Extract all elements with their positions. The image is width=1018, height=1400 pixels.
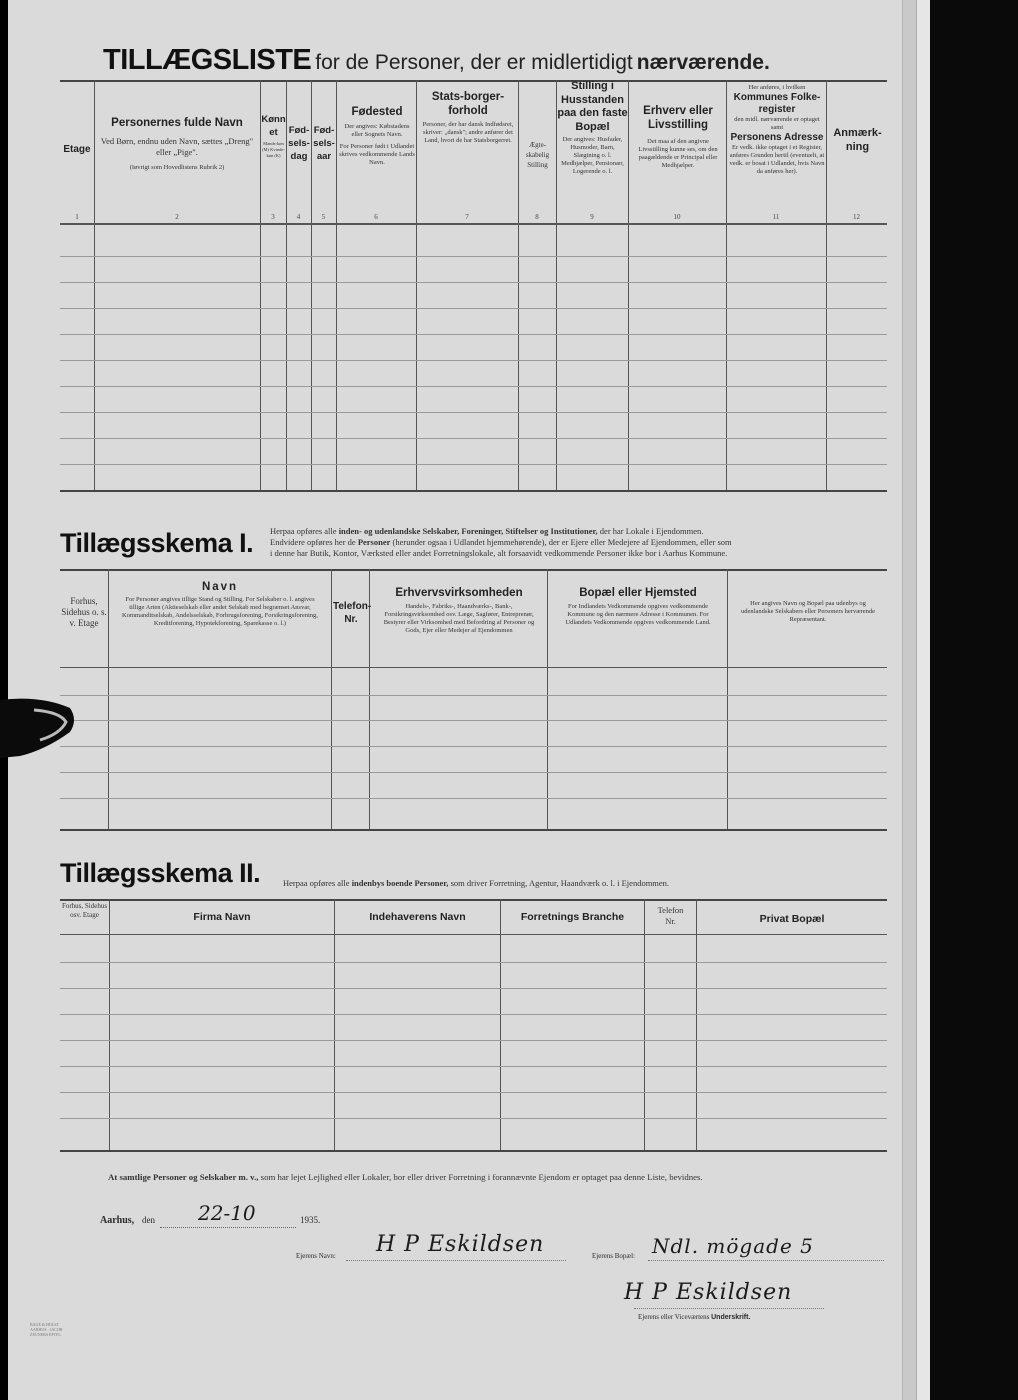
col-etage-header: Etage	[63, 144, 91, 155]
signature-label: Ejerens eller Viceværtens Underskrift.	[638, 1313, 751, 1321]
col-num-4: 4	[296, 213, 301, 221]
skema2-col-indehaver: Indehaverens Navn	[369, 911, 466, 923]
col-num-8: 8	[535, 213, 539, 221]
place-label: Aarhus,	[100, 1215, 135, 1226]
col-num-7: 7	[465, 213, 469, 221]
skema2-bottom-rule	[60, 1150, 887, 1152]
skema2-top-rule	[60, 899, 887, 901]
skema1-header-bottom-rule	[60, 667, 887, 668]
col-fodested-header: Fødested Der angives: Købstadens eller Sognets Navn. For Personer født i Udlandet skrives vedkommende Lands Navn.	[339, 106, 415, 166]
owner-address-line	[592, 1234, 892, 1264]
skema2-title: Tillægsskema II.	[60, 858, 261, 888]
skema1-col-etage: Forhus, Sidehus o. s. v. Etage	[61, 596, 107, 628]
skema1-col-telefon: Telefon-Nr.	[333, 601, 372, 625]
col-adresse-header: Her anføres, i hvilken Kommunes Folke-register den midl. nærværende er optaget samt Personens Adresse Er vedk. ikke optaget i et Register, anføres Grunden hertil (eventuelt, at vedk. er bosat i Udlandet, hvis Navn da anføres her).	[729, 84, 825, 175]
skema1-title: Tillægsskema I.	[60, 528, 254, 558]
col-konnet-header: Kønnet Mands-køn (M) Kvinde-køn (K)	[261, 114, 286, 158]
col-aegteskab-header: Ægte-skabelig Stilling	[525, 141, 550, 169]
main-title-rest: for de Personer, der er midlertidigt	[315, 51, 633, 74]
col-erhverv-header: Erhverv eller Livsstilling Det maa af den angivne Livsstilling kunne ses, om den paagældende er Principal eller Medhjælper.	[638, 105, 718, 169]
skema1-top-rule	[60, 569, 887, 571]
scanner-background	[930, 0, 1018, 1400]
attestation-text: At samtlige Personer og Selskaber m. v., som har lejet Lejlighed eller Lokaler, bor eller driver Forretning i forannævnte Ejendom er optaget paa denne Liste, bevidnes.	[108, 1172, 703, 1182]
skema1-col-navn: Navn For Personer angives tillige Stand og Stilling. For Selskaber o. l. angives tillige Arten (Aktieselskab eller andet Selskab med begrænset Ansvar, Kommanditselskab, Andelsselskab, Forbrugsforening, Forsikringsforening, Kreditforening, Hypotekforening, Sparekasse o. l.)	[122, 581, 318, 627]
skema2-intro: Herpaa opføres alle indenbys boende Personer, som driver Forretning, Agentur, Haandværk o. l. i Ejendommen.	[283, 878, 670, 888]
binder-clip-icon	[0, 690, 78, 760]
skema1-col-bopael: Bopæl eller Hjemsted For Indlandets Vedkommende opgives vedkommende Kommune og den nærmere Adresse i Kommunen. For Udlandets Vedkommende opgives vedkommende Land.	[565, 587, 711, 626]
date-line	[100, 1201, 460, 1231]
main-title-bold: TILLÆGSLISTE	[103, 44, 312, 76]
col-fodselsaar-header: Fød-sels-aar	[313, 125, 335, 162]
main-title	[103, 44, 903, 77]
date-handwritten: 22-10	[198, 1201, 256, 1225]
col-anmaerkning-header: Anmærk-ning	[833, 127, 882, 153]
page-stack-edge-2	[916, 0, 931, 1400]
col-husstand-header: Stilling i Husstanden paa den faste Bopæl Der angives: Husfader, Husmoder, Barn, Slægtning o. l. Medhjælper, Pensionær, Logerende o. l.	[557, 80, 628, 175]
col-num-11: 11	[772, 213, 780, 221]
col-num-1: 1	[75, 213, 79, 221]
col-statsborger-header: Stats-borger-forhold Personer, der har dansk Indfødsret, skriver: „dansk"; andre anfører det Land, hvori de har Statsborgerret.	[422, 91, 514, 144]
col-num-12: 12	[853, 213, 860, 221]
skema1-col-repr: Her angives Navn og Bopæl paa udenbys og udenlandske Selskabers eller Personers herværende Repræsentant.	[741, 600, 875, 623]
skema1-col-erhverv: Erhvervsvirksomheden Handels-, Fabriks-, Haandværks-, Bank-, Forsikringsvirksomhed osv. Læge, Sagfører, Entreprenør, Bestyrer eller Virksomhed med Befordring af Personer og Gods, Ejer eller Medejer af Ejendommen	[383, 587, 535, 634]
main-header-bottom-rule	[60, 223, 887, 225]
signature-block	[608, 1280, 888, 1330]
owner-name-label: Ejerens Navn:	[296, 1252, 336, 1260]
owner-address-handwritten: Ndl. mögade 5	[652, 1234, 814, 1258]
skema2-col-etage: Forhus, Sidehus osv. Etage	[61, 902, 108, 919]
skema2-header-bottom-rule	[60, 934, 887, 935]
col-fodselsdag-header: Fød-sels-dag	[288, 125, 310, 162]
owner-address-label: Ejerens Bopæl:	[592, 1252, 635, 1260]
main-title-end: nærværende.	[636, 51, 770, 74]
main-table-top-rule	[60, 80, 887, 82]
printer-imprint: BAGE & HOLST AARHUS · JACOB ZEUNERS EFTFL.	[30, 1322, 63, 1337]
page-stack-edge	[902, 0, 917, 1400]
main-table-bottom-rule	[60, 490, 887, 492]
col-num-10: 10	[673, 213, 681, 221]
skema1-bottom-rule	[60, 829, 887, 831]
den-label: den	[142, 1215, 155, 1225]
owner-name-line	[296, 1234, 586, 1264]
col-navn-header: Personernes fulde Navn Ved Børn, endnu uden Navn, sættes „Dreng" eller „Pige". (Iøvrigt som Hovedlistens Rubrik 2)	[100, 117, 254, 171]
skema2-col-telefon: Telefon Nr.	[657, 905, 684, 926]
year-label: 1935.	[300, 1215, 321, 1225]
col-num-2: 2	[175, 213, 179, 221]
signature-handwritten: H P Eskildsen	[624, 1280, 793, 1305]
skema2-col-firma: Firma Navn	[193, 911, 251, 923]
owner-name-handwritten: H P Eskildsen	[376, 1232, 545, 1257]
col-num-9: 9	[590, 213, 594, 221]
col-num-3: 3	[271, 213, 275, 221]
col-num-6: 6	[374, 213, 378, 221]
form-sheet	[8, 0, 902, 1400]
col-num-5: 5	[321, 213, 326, 221]
skema2-col-bopael: Privat Bopæl	[759, 913, 825, 925]
skema1-intro: Herpaa opføres alle inden- og udenlandske Selskaber, Foreninger, Stiftelser og Institutioner, der har Lokale i Ejendommen. Endvidere opføres her de Personer (herunder ogsaa i Udlandet hjemmehørende), der er Ejere eller Medejere af Ejendommen, eller som i denne har Butik, Kontor, Værksted eller andet Forretningslokale, alt forsaavidt vedkommende Personer ikke bor i Aarhus Kommune.	[270, 526, 732, 558]
skema2-col-branche: Forretnings Branche	[520, 911, 625, 923]
